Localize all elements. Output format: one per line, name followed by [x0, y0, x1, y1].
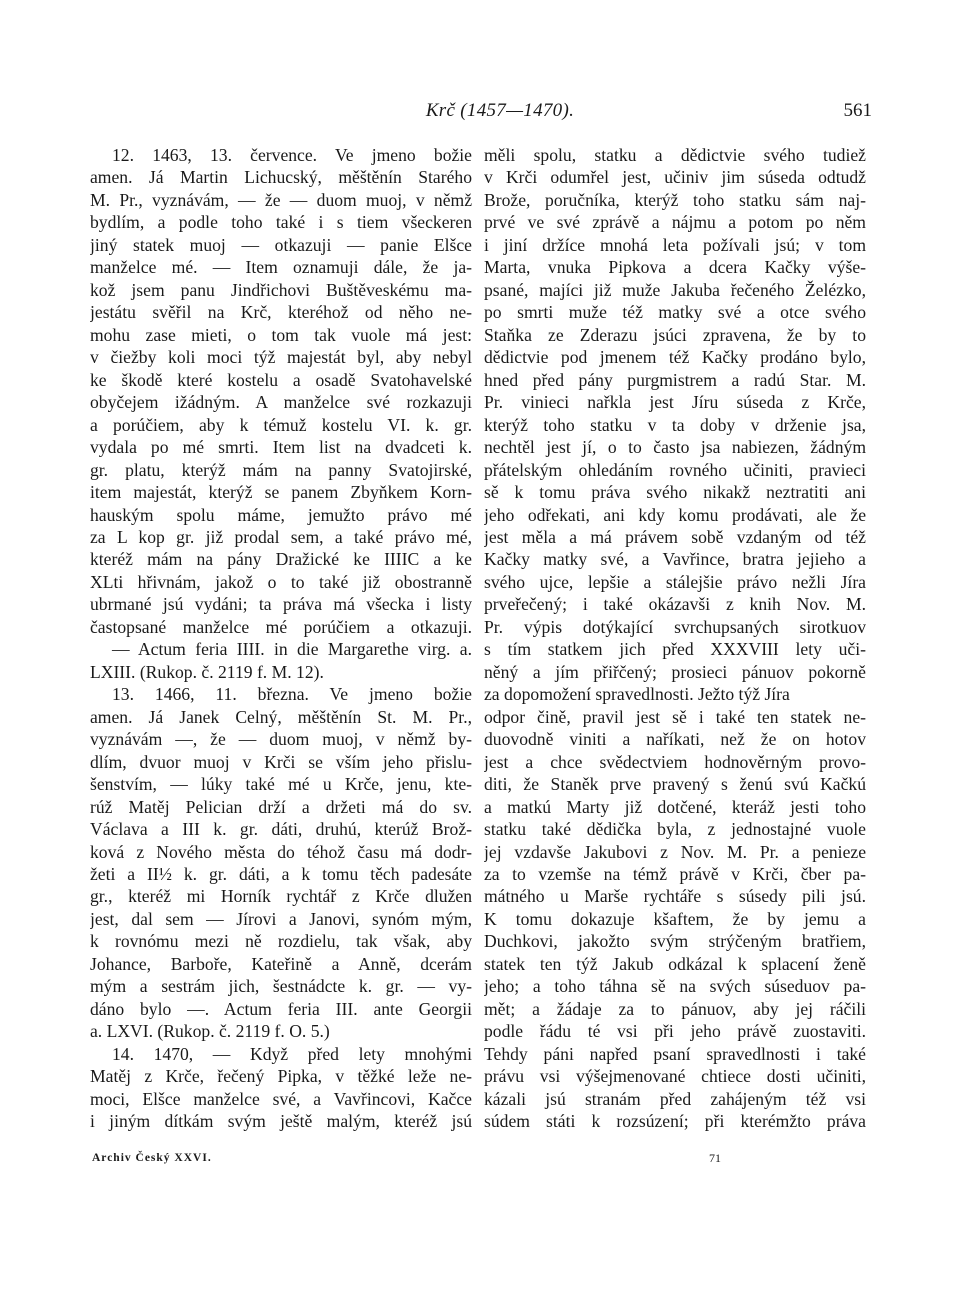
right-column-text-line: statku také dědička byla, z jednostajné vuole: [484, 819, 866, 840]
right-column-text-line: nechtěl jest jí, o to často jsa nabiezen, žádným: [484, 437, 866, 458]
right-column-text-line: jej vzdavše Jakubovi z Nov. M. Pr. a penieze: [484, 841, 866, 862]
left-column-text-line: gr., kteréž mi Horník rychtář z Krče dlužen: [90, 886, 472, 907]
right-column-text-line: Pr. vinieci nařkla jest Jíru súseda z Krče,: [484, 392, 866, 413]
left-column-text-line: manželce mé. — Item oznamuji dále, že ja-: [90, 257, 472, 278]
right-column-text-line: diti, že Staněk prve pravený s ženú svú Kačkú: [484, 774, 866, 795]
right-column-text-line: za to vzemše na témž právě v Krči, čber pa-: [484, 864, 866, 884]
right-column-text-line: podle řádu té vsi při jeho právě zuostaviti.: [484, 1021, 866, 1042]
right-column-text-line: Marta, vnuka Pipkova a dcera Kačky výše-: [484, 257, 866, 278]
left-column-text-line: a. LXVI. (Rukop. č. 2119 f. O. 5.): [90, 1021, 330, 1042]
right-column-text-line: Brože, poručníka, kterýž toho statku sám naj-: [484, 189, 866, 210]
right-column-text-line: právu vsi výšejmenované chtiece dosti učiniti,: [484, 1066, 866, 1087]
left-column-text-line: ková z Nového města do téhož času má dodr-: [90, 841, 472, 862]
right-column-text-line: mátného u Marše rychtáře s súsedy pili jsú.: [484, 886, 866, 907]
right-column-text-line: měli spolu, statku a dědictvie svého tudiež: [484, 145, 866, 165]
right-column-text-line: prvé ve své zprávě a nájmu a potom po něm: [484, 212, 866, 233]
right-column-text-line: něný a jím přiřčený; prosieci pánuov pokorně: [484, 661, 866, 682]
right-column-text-line: Duchkovi, jakožto svým strýčeným bratřiem,: [484, 931, 866, 952]
right-column-text-line: statek ten týž Jakub odkázal k splacení ženě: [484, 953, 866, 974]
right-column-text-line: svého ujce, lepšie a stálejšie právo nežli Jíra: [484, 571, 866, 592]
left-column-text-line: i jiným dítkám svým ještě malým, kteréž jsú: [90, 1111, 472, 1132]
left-column-text-line: LXIII. (Rukop. č. 2119 f. M. 12).: [90, 661, 324, 682]
left-column-text-line: rúž Matěj Pelician drží a držeti má do sv.: [90, 796, 472, 817]
left-column-text-line: XLti hřivnám, jakož o to také již obostranně: [90, 571, 472, 592]
left-column-text-line: jiný statek muoj — otkazuji — panie Elšce: [90, 234, 472, 255]
left-column-text-line: moci, Elšce manželce své, a Vavřincovi, Kačce: [90, 1088, 472, 1109]
left-column-text-line: M. Pr., vyznávám, — že — duom muoj, v němž: [90, 189, 472, 210]
right-column-text-line: Pr. výpis dotýkající svrchupsaných sirotkuov: [484, 616, 866, 637]
running-header-title: Krč (1457—1470).: [425, 100, 575, 121]
right-column-text-line: jeho odřekati, ani kdy komu prodávati, ale že: [484, 504, 866, 525]
right-column-text-line: kázali jsú stranám před zahájeným též vsi: [484, 1088, 866, 1109]
left-column-text-line: bydlím, a podle toho také i s tiem všeckeren: [90, 212, 472, 233]
right-column-text-line: súdem státi k rozsúzení; při kterémžto práva: [484, 1111, 866, 1132]
left-column-text-line: vydala po mé smrti. Item list na dvadceti k.: [90, 437, 472, 458]
right-column-text-line: i jiní držíce mnohá leta požívali jsú; v tom: [484, 234, 866, 255]
left-column-text-line: gr. platu, kterýž mám na panny Svatojirské,: [90, 459, 472, 480]
left-column-text-line: Matěj z Krče, řečený Pipka, v těžké leže ne-: [90, 1066, 472, 1087]
left-column-text-line: obyčejem ižádným. A manželce své rozkazuji: [90, 392, 472, 413]
left-column-text-line: Václava a III k. gr. dáti, druhú, kterúž Brož-: [90, 819, 472, 840]
right-column-text-line: mět; a žádaje za to pánuov, aby jej ráčili: [484, 998, 866, 1019]
left-column-text-line: k rovnómu mezi ně rozdielu, tak však, aby: [90, 931, 472, 952]
right-column-text-line: K tomu dokazuje kšaftem, že by jemu a: [484, 908, 866, 929]
left-column-text-line: jest, dal sem — Jírovi a Janovi, synóm mým,: [90, 908, 472, 929]
left-column-text-line: častopsané manželce mé porúčiem a otkazuji.: [90, 616, 472, 637]
right-column-text-line: psané, majíci již muže Jakuba řečeného Želézko,: [484, 279, 866, 300]
left-column-text-line: jestátu svěřil na Krč, kteréhož od něho ne-: [90, 302, 472, 323]
right-column-text-line: po smrti muže též matky své a otce svého: [484, 302, 866, 323]
footer-signature-label: Archiv Český XXVI.: [92, 1152, 212, 1164]
left-column-text-line: dlím, dvuor muoj v Krči se vším jeho přislu-: [90, 751, 472, 772]
right-column-text-line: Tehdy páni napřed psaní spravedlnosti i také: [484, 1043, 866, 1064]
left-column-text-line: za L kop gr. již prodal sem, a také právo mé,: [90, 526, 472, 547]
left-column-text-line: item majestát, kterýž se panem Zbyňkem Korn-: [90, 482, 472, 503]
left-column-text-line: dáno bylo —. Actum feria III. ante Georgii: [90, 998, 472, 1019]
left-column-text-line: amen. Já Martin Lichucský, měštěnín Starého: [90, 167, 472, 188]
right-column-text-line: Staňka ze Zderazu jsúci zpravena, že by to: [484, 324, 866, 345]
left-column-text-line: 14. 1470, — Když před lety mnohými: [112, 1043, 472, 1064]
left-column-text-line: mým a sestrám jich, šestnádcte k. gr. — vy-: [90, 976, 472, 997]
right-column-text-line: odpor čině, pravil jest sě i také ten statek ne-: [484, 706, 866, 727]
left-column-text-line: v čiežby koli moci týž majestát byl, aby nebyl: [90, 347, 472, 368]
right-column-text-line: kterýž toho statku v ta doby v drženie jsa,: [484, 414, 866, 435]
right-column-text-line: přátelským ohledáním rovného učiniti, pravieci: [484, 459, 866, 480]
left-column-text-line: mohu zase mieti, o tom tak vuole má jest:: [90, 324, 472, 345]
right-column-text-line: a matkú Marty již dotčené, kteráž jesti toho: [484, 796, 866, 817]
left-column-text-line: vyznávám —, že — duom muoj, v němž by-: [90, 729, 472, 750]
footer-signature-number: 71: [709, 1151, 721, 1165]
right-column-text-line: za dopomožení spravedlnosti. Ježto týž Jíra: [484, 684, 790, 705]
right-column-text-line: hned před pány purgmistrem a radú Star. M.: [484, 369, 866, 390]
right-column-text-line: Kačky matky své, a Vavřince, bratra jejieho a: [484, 549, 866, 570]
left-column-text-line: a porúčiem, aby k témuž kostelu VI. k. gr.: [90, 414, 472, 435]
right-column-text-line: jest a chce svědectviem hodnověrným provo-: [484, 751, 866, 772]
left-column-text-line: 13. 1466, 11. března. Ve jmeno božie: [112, 684, 472, 705]
left-column-text-line: 12. 1463, 13. července. Ve jmeno božie: [112, 145, 472, 165]
right-column-text-line: jest měla a má právem sobě vzdaným od též: [484, 526, 866, 547]
right-column-text-line: prveřečený; i také okázavši z knih Nov. M.: [484, 594, 866, 615]
right-column-text-line: s tím statkem jich před XXXVIII lety uči-: [484, 639, 866, 660]
left-column-text-line: ubrmané jsú vydáni; ta práva má všecka i listy: [90, 594, 472, 615]
left-column-text-line: — Actum feria IIII. in die Margarethe virg. a.: [112, 639, 472, 660]
right-column-text-line: v Krči odumřel jest, učiniv jim súseda odtudž: [484, 167, 866, 188]
left-column-text-line: amen. Já Janek Celný, měštěnín St. M. Pr.,: [90, 706, 472, 727]
right-text-column: [484, 144, 866, 1133]
left-column-text-line: žeti a II½ k. gr. dáti, a k tomu těch padesáte: [90, 864, 472, 884]
right-column-text-line: sě k tomu práva svého nikakž neztratiti ani: [484, 482, 866, 503]
right-column-text-line: dědictvie pod jmenem též Kačky prodáno bylo,: [484, 347, 866, 368]
right-column-text-line: jeho; a toho táhna sě na svých súseduov pa-: [484, 976, 866, 997]
left-column-text-line: kteréž mám na pány Dražické ke IIIIC a ke: [90, 549, 472, 570]
left-column-text-line: šenstvím, — lúky také mé u Krče, jenu, kte-: [90, 774, 472, 795]
left-text-column: [90, 144, 472, 1133]
right-column-text-line: duovodně viniti a naříkati, než že on hotov: [484, 729, 866, 750]
page-number: 561: [843, 100, 872, 121]
left-column-text-line: kož jsem panu Jindřichovi Buštěveskému ma-: [90, 279, 472, 300]
left-column-text-line: ke škodě které kostelu a osadě Svatohavelské: [90, 369, 472, 390]
left-column-text-line: hauským spolu máme, jemužto právo mé: [90, 504, 472, 525]
left-column-text-line: Johance, Barboře, Kateřině a Anně, dcerám: [90, 953, 472, 974]
